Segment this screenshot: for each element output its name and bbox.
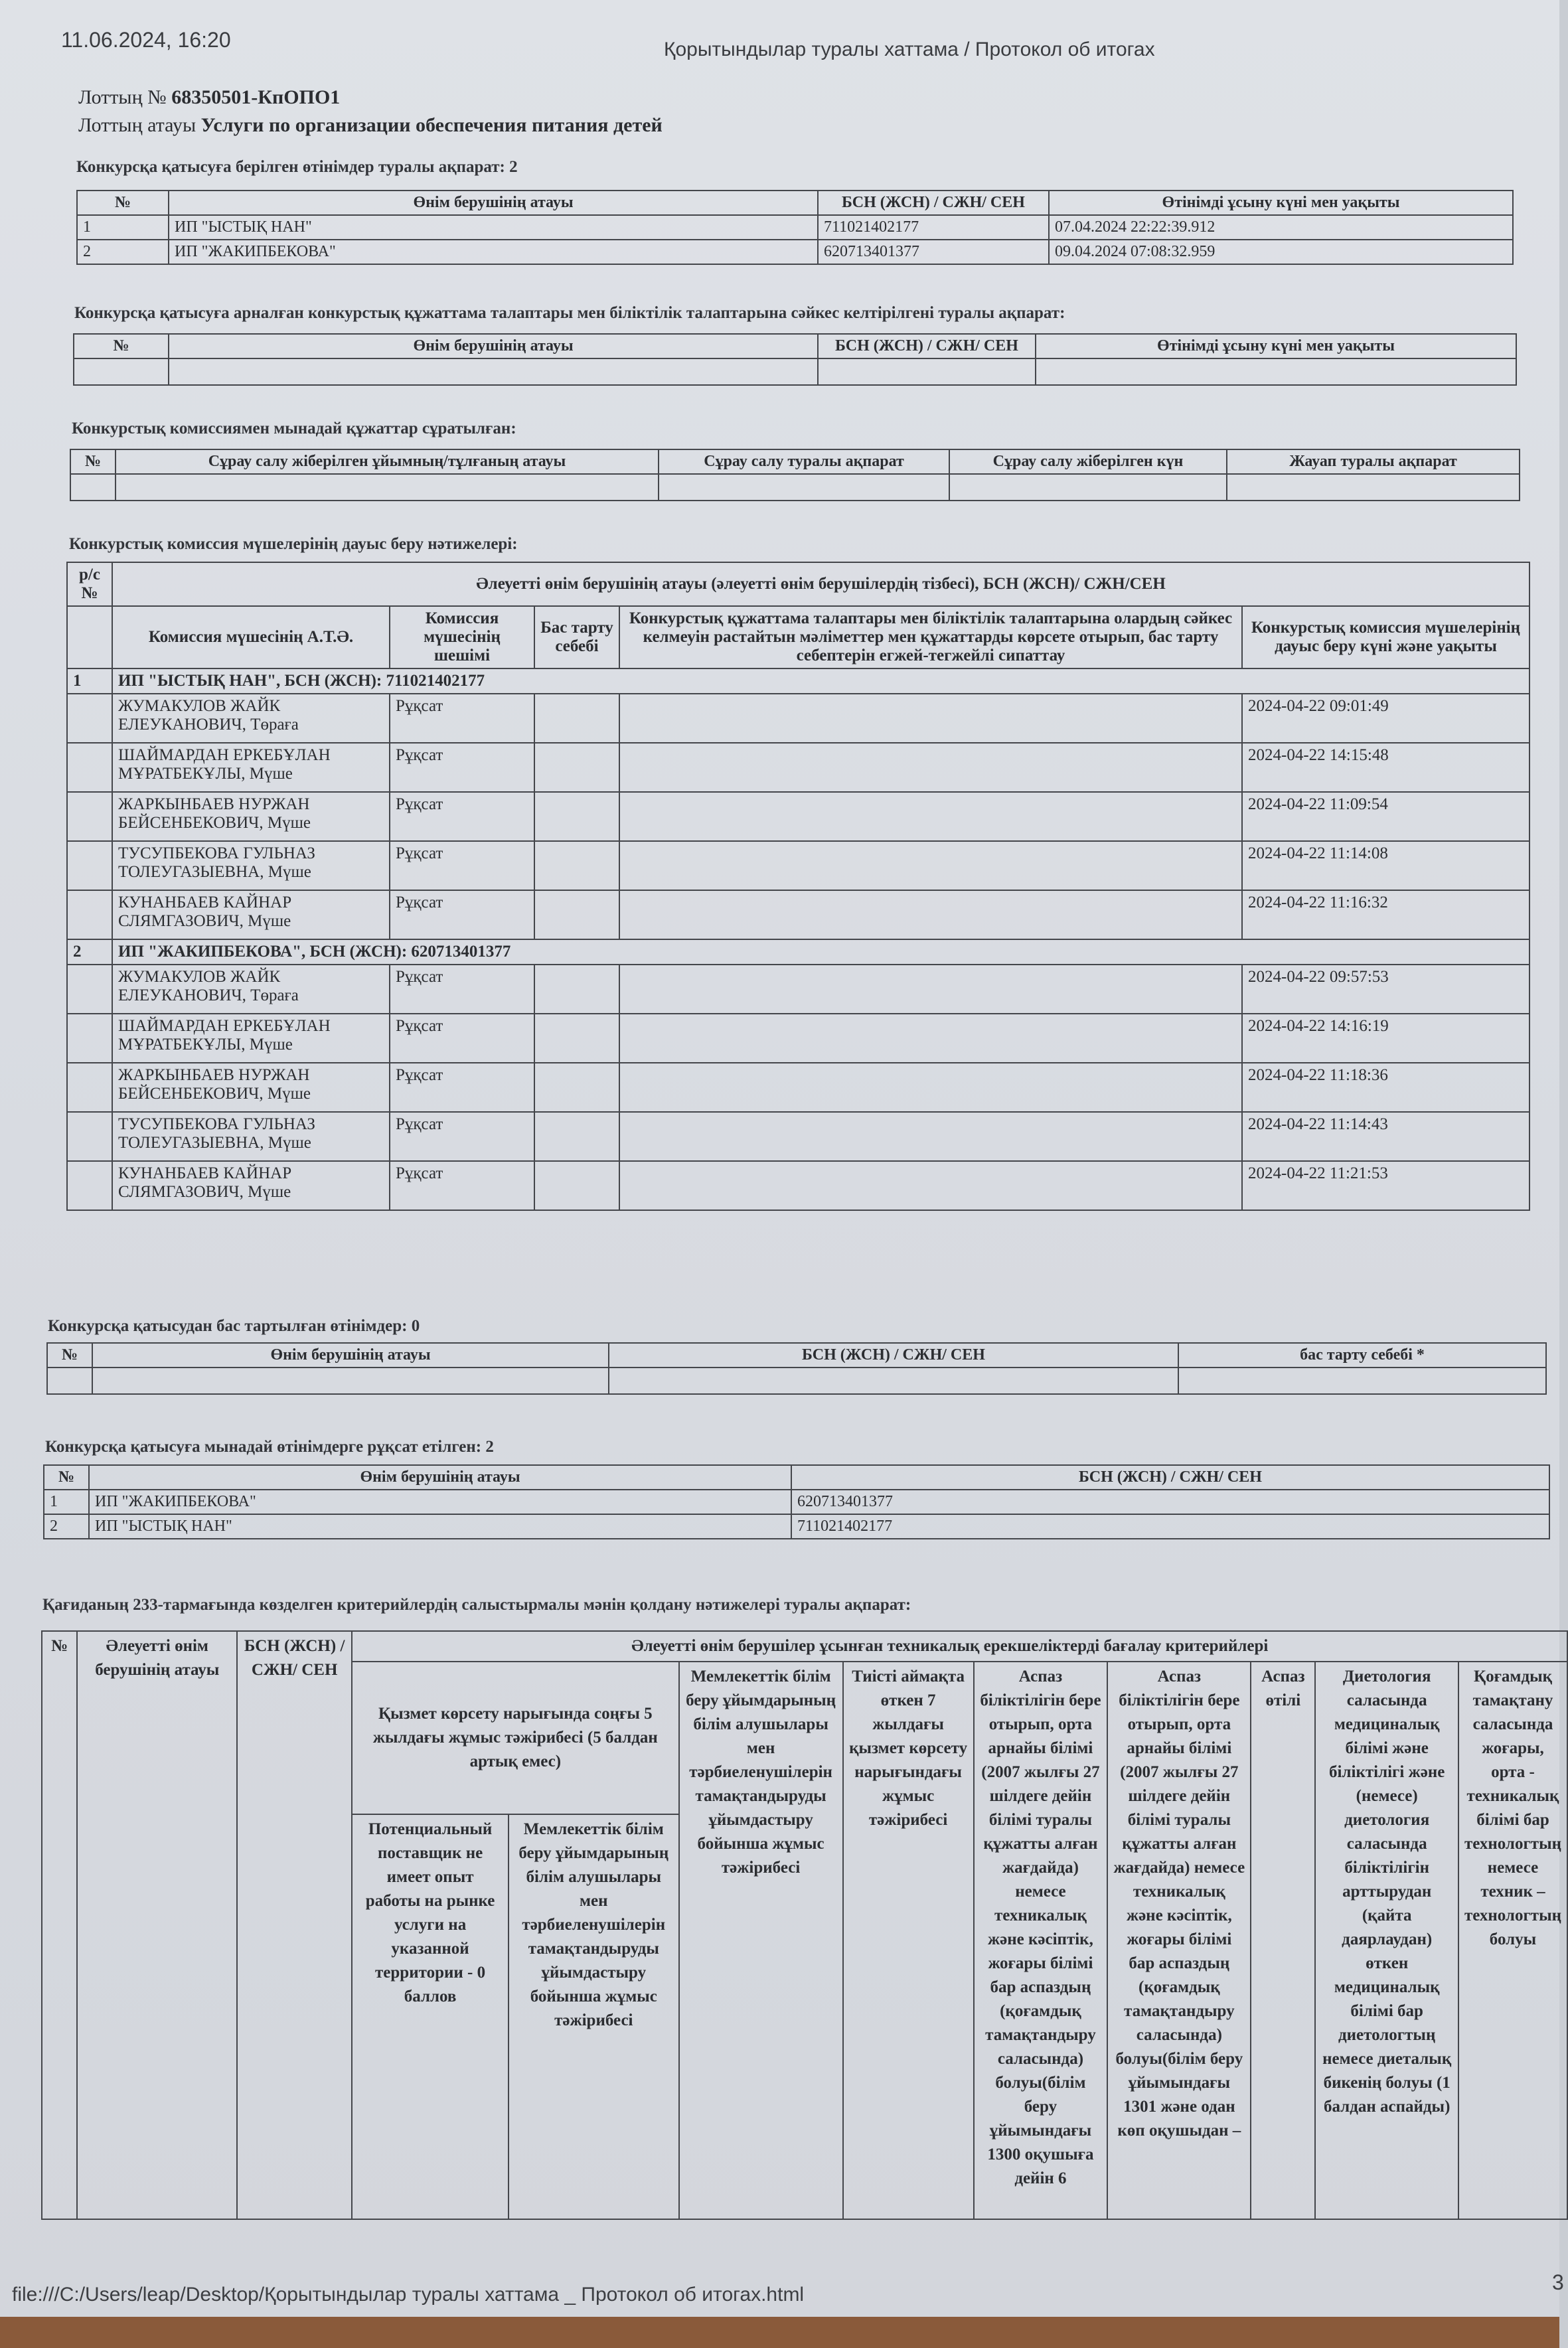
vote-details [619, 1161, 1242, 1210]
table-row: 2 ИП "ЖАКИПБЕКОВА" 620713401377 09.04.2024 07:08:32.959 [77, 240, 1513, 264]
vote-member: ЖУМАКУЛОВ ЖАЙК ЕЛЕУКАНОВИЧ, Төраға [112, 694, 390, 743]
vote-datetime: 2024-04-22 11:14:43 [1242, 1112, 1529, 1161]
supplier-name: ИП "ЫСТЫҚ НАН", БСН (ЖСН): 711021402177 [112, 668, 1529, 694]
empty-row [47, 1368, 1546, 1394]
vote-row [67, 1161, 1529, 1210]
applications-table [76, 190, 1514, 265]
vote-member: ЖАРКЫНБАЕВ НУРЖАН БЕЙСЕНБЕКОВИЧ, Мүше [112, 792, 390, 841]
vote-datetime: 2024-04-22 11:09:54 [1242, 792, 1529, 841]
footer-file-path: file:///C:/Users/leap/Desktop/Қорытындылар туралы хаттама _ Протокол об итогах.html [12, 2284, 805, 2306]
vote-member: КУНАНБАЕВ КАЙНАР СЛЯМГАЗОВИЧ, Мүше [112, 1161, 390, 1210]
requests-table: № Сұрау салу жіберілген ұйымның/тұлғаның атауы Сұрау салу туралы ақпарат Сұрау салу жіберілген күн Жауап туралы ақпарат [70, 449, 1520, 501]
vote-row [67, 743, 1529, 792]
vote-decision: Рұқсат [390, 841, 534, 890]
vote-decision: Рұқсат [390, 1014, 534, 1063]
vote-row [67, 965, 1529, 1014]
table-row: 2 ИП "ЫСТЫҚ НАН" 711021402177 [44, 1514, 1549, 1539]
col-no: № [77, 191, 169, 215]
vote-datetime: 2024-04-22 14:15:48 [1242, 743, 1529, 792]
lot-info [78, 84, 663, 139]
table-row: 1 ИП "ЫСТЫҚ НАН" 711021402177 07.04.2024 22:22:39.912 [77, 215, 1513, 240]
vote-member: КУНАНБАЕВ КАЙНАР СЛЯМГАЗОВИЧ, Мүше [112, 890, 390, 939]
vote-decision: Рұқсат [390, 743, 534, 792]
vote-member: ШАЙМАРДАН ЕРКЕБҰЛАН МҰРАТБЕКҰЛЫ, Мүше [112, 743, 390, 792]
vote-reason [534, 890, 619, 939]
vote-reason [534, 965, 619, 1014]
vote-decision: Рұқсат [390, 1112, 534, 1161]
vote-datetime: 2024-04-22 09:57:53 [1242, 965, 1529, 1014]
document-title: Қорытындылар туралы хаттама / Протокол об итогах [664, 39, 1155, 60]
vote-row [67, 694, 1529, 743]
rejected-label: Конкурсқа қатысудан бас тартылған өтінімдер: 0 [48, 1317, 420, 1335]
vote-reason [534, 1063, 619, 1112]
vote-reason [534, 1161, 619, 1210]
supplier-name: ИП "ЖАКИПБЕКОВА", БСН (ЖСН): 620713401377 [112, 939, 1529, 965]
vote-datetime: 2024-04-22 11:14:08 [1242, 841, 1529, 890]
admitted-table: № Өнім берушінің атауы БСН (ЖСН) / СЖН/ СЕН 1 ИП "ЖАКИПБЕКОВА" 620713401377 2 ИП "ЫСТЫҚ НАН" 711021402177 [43, 1464, 1550, 1539]
col-submitted: Өтінімді ұсыну күні мен уақыты [1049, 191, 1513, 215]
vote-reason [534, 792, 619, 841]
wooden-surface [0, 2317, 1559, 2348]
vote-reason [534, 694, 619, 743]
voting-label: Конкурстық комиссия мүшелерінің дауыс беру нәтижелері: [69, 535, 518, 553]
col-bin: БСН (ЖСН) / СЖН/ СЕН [818, 191, 1049, 215]
applications-label: Конкурсқа қатысуға берілген өтінімдер туралы ақпарат: 2 [76, 158, 518, 176]
vote-details [619, 1063, 1242, 1112]
criteria-label: Қағиданың 233-тармағында көзделген критерийлердің салыстырмалы мәнін қолдану нәтижелері туралы ақпарат: [42, 1596, 911, 1614]
voting-table: р/с № Әлеуетті өнім берушінің атауы (әлеуетті өнім берушілердің тізбесі), БСН (ЖСН)/ СЖН/СЕН Комиссия мүшесінің А.Т.Ә. Комиссия мүшесінің шешімі Бас тарту себебі Конкурстық құжаттама талаптары мен біліктілік талаптарына олардың сәйкес келмеуін растайтын мәліметтер мен құжаттарды көрсете отырып, бас тарту себептерін егжей-тегжейлі сипаттау Конкурстық комиссия мүшелерінің дауыс беру күні және уақыты 1 ИП "ЫСТЫҚ НАН", БСН (ЖСН): 711021402177 ЖУМАКУЛОВ ЖАЙК ЕЛЕУКАНОВИЧ, Төраға Рұқсат 2024-04-22 09:01:49 ШАЙМАРДАН ЕРКЕБҰЛАН МҰРАТБЕКҰЛЫ, Мүше Рұқсат 2024-04-22 14:15:48 ЖАРКЫНБАЕВ НУРЖАН БЕЙСЕНБЕКОВИЧ, Мүше Рұқсат 2024-04-22 11:09:54 ТУСУПБЕКОВА ГУЛЬНАЗ ТОЛЕУГАЗЫЕВНА, Мүше Рұқсат 2024-04-22 11:14:08 КУНАНБАЕВ КАЙНАР СЛЯМГАЗОВИЧ, Мүше Рұқсат 2024-04-22 11:16:32 2 ИП "ЖАКИПБЕКОВА", БСН (ЖСН): 620713401377 ЖУМАКУЛОВ ЖАЙК ЕЛЕУКАНОВИЧ, Төраға Рұқсат 2024-04-22 09:57:53 ШАЙМАРДАН ЕРКЕБҰЛАН МҰРАТБЕКҰЛЫ, Мүше Рұқсат 2024-04-22 14:16:19 ЖАРКЫНБАЕВ НУРЖАН БЕЙСЕНБЕКОВИЧ, Мүше Рұқсат 2024-04-22 11:18:36 ТУСУПБЕКОВА ГУЛЬНАЗ ТОЛЕУГАЗЫЕВНА, Мүше Рұқсат 2024-04-22 11:14:43 КУНАНБАЕВ КАЙНАР СЛЯМГАЗОВИЧ, Мүше Рұқсат 2024-04-22 11:21:53 [66, 562, 1530, 1211]
col-supplier: Өнім берушінің атауы [169, 191, 818, 215]
vote-row [67, 792, 1529, 841]
vote-datetime: 2024-04-22 11:21:53 [1242, 1161, 1529, 1210]
supplier-group-row: 1 ИП "ЫСТЫҚ НАН", БСН (ЖСН): 711021402177 [67, 668, 1529, 694]
vote-member: ЖУМАКУЛОВ ЖАЙК ЕЛЕУКАНОВИЧ, Төраға [112, 965, 390, 1014]
vote-member: ТУСУПБЕКОВА ГУЛЬНАЗ ТОЛЕУГАЗЫЕВНА, Мүше [112, 1112, 390, 1161]
vote-reason [534, 743, 619, 792]
empty-row [70, 474, 1520, 501]
vote-decision: Рұқсат [390, 1161, 534, 1210]
vote-decision: Рұқсат [390, 965, 534, 1014]
vote-details [619, 965, 1242, 1014]
admitted-label: Конкурсқа қатысуға мынадай өтінімдерге рұқсат етілген: 2 [45, 1438, 494, 1456]
lot-name: Лоттың атауы Услуги по организации обеспечения питания детей [78, 114, 663, 136]
table-row: 1 ИП "ЖАКИПБЕКОВА" 620713401377 [44, 1490, 1549, 1514]
vote-details [619, 1014, 1242, 1063]
vote-decision: Рұқсат [390, 694, 534, 743]
vote-details [619, 743, 1242, 792]
vote-details [619, 890, 1242, 939]
vote-row [67, 1063, 1529, 1112]
vote-row [67, 1112, 1529, 1161]
vote-reason [534, 1014, 619, 1063]
vote-reason [534, 841, 619, 890]
vote-decision: Рұқсат [390, 890, 534, 939]
vote-details [619, 694, 1242, 743]
vote-member: ТУСУПБЕКОВА ГУЛЬНАЗ ТОЛЕУГАЗЫЕВНА, Мүше [112, 841, 390, 890]
vote-reason [534, 1112, 619, 1161]
vote-decision: Рұқсат [390, 792, 534, 841]
print-datetime: 11.06.2024, 16:20 [61, 28, 231, 52]
rejected-table: № Өнім берушінің атауы БСН (ЖСН) / СЖН/ СЕН бас тарту себебі * [46, 1342, 1547, 1395]
vote-row [67, 890, 1529, 939]
compliance-table: № Өнім берушінің атауы БСН (ЖСН) / СЖН/ СЕН Өтінімді ұсыну күні мен уақыты [73, 333, 1517, 386]
compliance-label: Конкурсқа қатысуға арналған конкурстық құжаттама талаптары мен біліктілік талаптарына сәйкес келтірілгені туралы ақпарат: [74, 304, 1065, 322]
vote-details [619, 841, 1242, 890]
vote-datetime: 2024-04-22 09:01:49 [1242, 694, 1529, 743]
supplier-group-row: 2 ИП "ЖАКИПБЕКОВА", БСН (ЖСН): 620713401377 [67, 939, 1529, 965]
lot-number: Лоттың № 68350501-КпОПО1 [78, 86, 341, 108]
vote-datetime: 2024-04-22 11:18:36 [1242, 1063, 1529, 1112]
vote-datetime: 2024-04-22 11:16:32 [1242, 890, 1529, 939]
vote-row [67, 1014, 1529, 1063]
vote-details [619, 1112, 1242, 1161]
vote-details [619, 792, 1242, 841]
empty-row [74, 358, 1516, 385]
vote-datetime: 2024-04-22 14:16:19 [1242, 1014, 1529, 1063]
page-number: 3 [1552, 2270, 1564, 2294]
vote-member: ШАЙМАРДАН ЕРКЕБҰЛАН МҰРАТБЕКҰЛЫ, Мүше [112, 1014, 390, 1063]
vote-decision: Рұқсат [390, 1063, 534, 1112]
vote-row [67, 841, 1529, 890]
requests-label: Конкурстық комиссиямен мынадай құжаттар сұратылған: [72, 420, 516, 437]
criteria-table: № Әлеуетті өнім берушінің атауы БСН (ЖСН) / СЖН/ СЕН Әлеуетті өнім берушілер ұсынған техникалық ерекшеліктерді бағалау критерийлері Қызмет көрсету нарығында соңғы 5 жылдағы жұмыс тәжірибесі (5 балдан артық емес) Мемлекеттік білім беру ұйымдарының білім алушылары мен тәрбиеленушілерін тамақтандыруды ұйымдастыру бойынша жұмыс тәжірибесі Тиісті аймақта өткен 7 жылдағы қызмет көрсету нарығындағы жұмыс тәжірибесі Аспаз біліктілігін бере отырып, орта арнайы білімі (2007 жылғы 27 шілдеге дейін білімі туралы құжатты алған жағдайда) немесе техникалық және кәсіптік, жоғары білімі бар аспаздың (қоғамдық тамақтандыру саласында) болуы(білім беру ұйымындағы 1300 оқушыға дейін 6 Аспаз біліктілігін бере отырып, орта арнайы білімі (2007 жылғы 27 шілдеге дейін білімі туралы құжатты алған жағдайда) немесе техникалық және кәсіптік, жоғары білімі бар аспаздың (қоғамдық тамақтандыру саласында) болуы(білім беру ұйымындағы 1301 және одан көп оқушыдан – Аспаз өтілі Диетология саласында медициналық білімі және біліктілігі және (немесе) диетология саласында біліктілігін арттырудан (қайта даярлаудан) өткен медициналық білімі бар диетологтың немесе диеталық бикенің болуы (1 балдан аспайды) Қоғамдық тамақтану саласында жоғары, орта - техникалық білімі бар технологтың немесе техник – технологтың болуы Потенциальный поставщик не имеет опыт работы на рынке услуги на указанной территории - 0 баллов Мемлекеттік білім беру ұйымдарының білім алушылары мен тәрбиеленушілерін тамақтандыруды ұйымдастыру бойынша жұмыс тәжірибесі [41, 1630, 1568, 2220]
vote-member: ЖАРКЫНБАЕВ НУРЖАН БЕЙСЕНБЕКОВИЧ, Мүше [112, 1063, 390, 1112]
